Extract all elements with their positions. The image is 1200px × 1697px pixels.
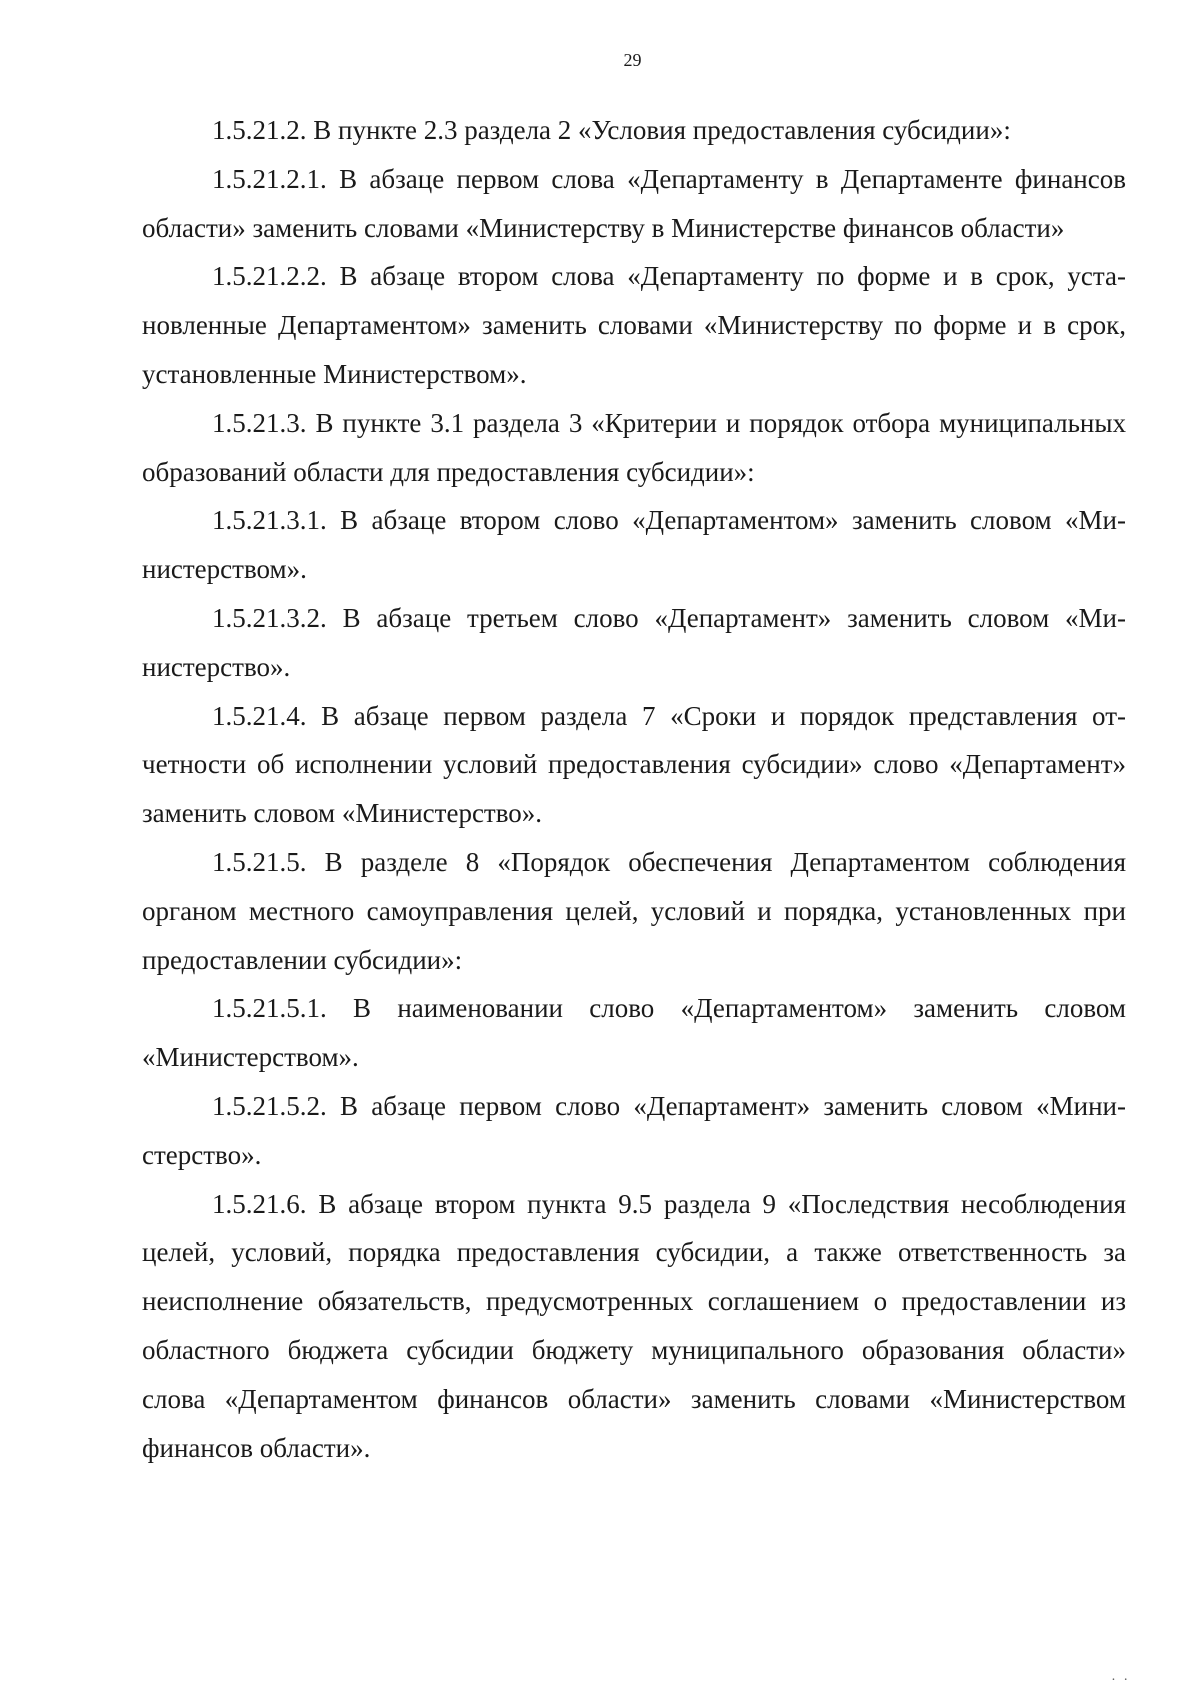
document-body xyxy=(142,106,1126,1472)
page-number: 29 xyxy=(623,50,642,70)
paragraph-1-5-21-5: 1.5.21.5. В разделе 8 «Порядок обеспечения Департаментом соблюдения органом местного самоуправления целей, условий и порядка, установленных при предоставлении субсидии»: xyxy=(142,846,1126,975)
paragraph-1-5-21-5-1: 1.5.21.5.1. В наименовании слово «Департаментом» заменить словом «Министерством». xyxy=(142,993,1126,1073)
paragraph-1-5-21-2-1: 1.5.21.2.1. В абзаце первом слова «Департаменту в Департаменте финансов области» заменить словами «Министерству в Министерстве финансов области» xyxy=(142,163,1126,243)
paragraph-1-5-21-3-2: 1.5.21.3.2. В абзаце третьем слово «Департамент» заменить словом «Министерство». xyxy=(142,602,1126,682)
paragraph-1-5-21-4: 1.5.21.4. В абзаце первом раздела 7 «Сроки и порядок представления отчетности об исполнении условий предоставления субсидии» слово «Департамент» заменить словом «Министерство». xyxy=(142,700,1126,829)
paragraph-1-5-21-5-2: 1.5.21.5.2. В абзаце первом слово «Департамент» заменить словом «Министерство». xyxy=(142,1090,1126,1170)
paragraph-1-5-21-6: 1.5.21.6. В абзаце втором пункта 9.5 раздела 9 «Последствия несоблюдения целей, условий, порядка предоставления субсидии, а также ответственность за неисполнение обязательств, предусмотренных соглашением о предоставлении из областного бюджета субсидии бюджету муниципального образования области» слова «Департаментом финансов области» заменить словами «Министерством финансов области». xyxy=(142,1188,1126,1463)
paragraph-1-5-21-3: 1.5.21.3. В пункте 3.1 раздела 3 «Критерии и порядок отбора муниципальных образований области для предоставления субсидии»: xyxy=(142,407,1126,487)
paragraph-1-5-21-2-2: 1.5.21.2.2. В абзаце втором слова «Департаменту по форме и в срок, установленные Департаментом» заменить словами «Министерству по форме и в срок, установленные Министерством». xyxy=(142,261,1126,389)
paragraph-1-5-21-2: 1.5.21.2. В пункте 2.3 раздела 2 «Условия предоставления субсидии»: xyxy=(212,115,1011,145)
paragraph-1-5-21-3-1: 1.5.21.3.1. В абзаце втором слово «Департаментом» заменить словом «Министерством». xyxy=(142,505,1126,585)
scan-artifact-mark: · · xyxy=(1111,1673,1130,1688)
